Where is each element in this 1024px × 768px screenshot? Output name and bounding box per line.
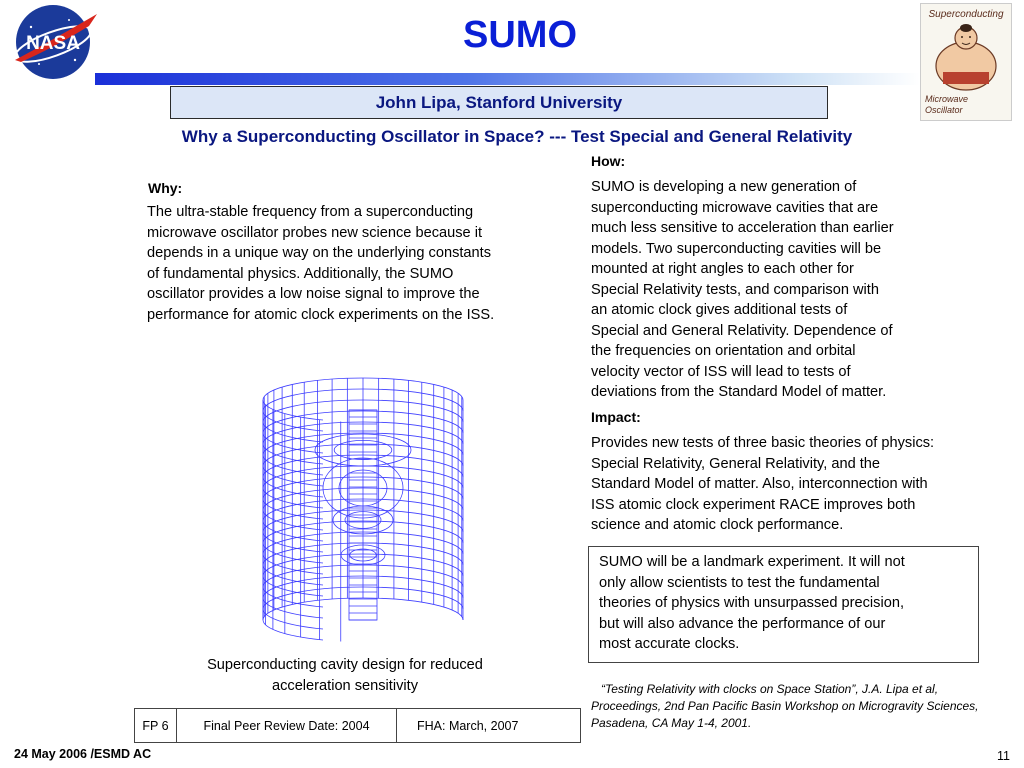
nasa-logo-text: NASA [26, 33, 80, 54]
why-heading: Why: [148, 180, 183, 196]
reference-citation: “Testing Relativity with clocks on Space Station”, J.A. Lipa et al, Proceedings, 2nd Pan Pacific Basin Workshop on Microgravity Sciences, Pasadena, CA May 1-4, 2001. [591, 682, 979, 730]
fp-cell: FP 6 [135, 709, 177, 742]
mesh-ring-back [263, 598, 463, 620]
how-text: SUMO is developing a new generation of superconducting microwave cavities that are much less sensitive to acceleration than earlier models. Two superconducting cavities will be mounted at right angles to each other for Special Relativity tests, and comparison with an atomic clock gives additional tests of Special and General Relativity. Dependence of the frequencies on orientation and orbital velocity vector of ISS will lead to tests of deviations from the Standard Model of matter. [591, 179, 894, 400]
impact-heading: Impact: [591, 409, 641, 425]
why-text: The ultra-stable frequency from a superconducting microwave oscillator probes new science because it depends in a unique way on the underlying constants of fundamental physics. Additionally, the SUMO oscillator provides a low noise signal to improve the performance for atomic clock experiments on the ISS. [147, 204, 495, 323]
review-date-cell: Final Peer Review Date: 2004 [177, 709, 397, 742]
mesh-ring-front [263, 620, 323, 640]
how-heading: How: [591, 153, 626, 169]
fha-cell: FHA: March, 2007 [417, 718, 519, 733]
presenter-name: John Lipa, Stanford University [375, 92, 623, 112]
sumo-logo-top-text: Superconducting [928, 9, 1004, 20]
slide-title: SUMO [463, 14, 577, 56]
presenter-box [170, 86, 828, 119]
mesh-ring-front [263, 609, 323, 629]
slide-subtitle: Why a Superconducting Oscillator in Space? --- Test Special and General Relativity [181, 127, 853, 146]
impact-text: Provides new tests of three basic theories of physics: Special Relativity, General Relativity, and the Standard Model of matter. Also, interconnection with ISS atomic clock experiment RACE improves both science and atomic clock performance. [591, 435, 935, 533]
review-info-table [134, 708, 581, 743]
figure-caption: Superconducting cavity design for reduced acceleration sensitivity [207, 657, 483, 694]
page-number: 11 [997, 749, 1010, 763]
landmark-callout-box [588, 546, 979, 663]
footer-date: 24 May 2006 /ESMD AC [14, 747, 152, 761]
cavity-design-figure [248, 370, 478, 652]
title-divider-bar [95, 73, 920, 85]
landmark-text: SUMO will be a landmark experiment. It will not only allow scientists to test the fundamental theories of physics with unsurpassed precision, but will also advance the performance of our most accurate clocks. [599, 554, 905, 652]
sumo-logo-bottom-text: Microwave Oscillator [925, 94, 969, 115]
